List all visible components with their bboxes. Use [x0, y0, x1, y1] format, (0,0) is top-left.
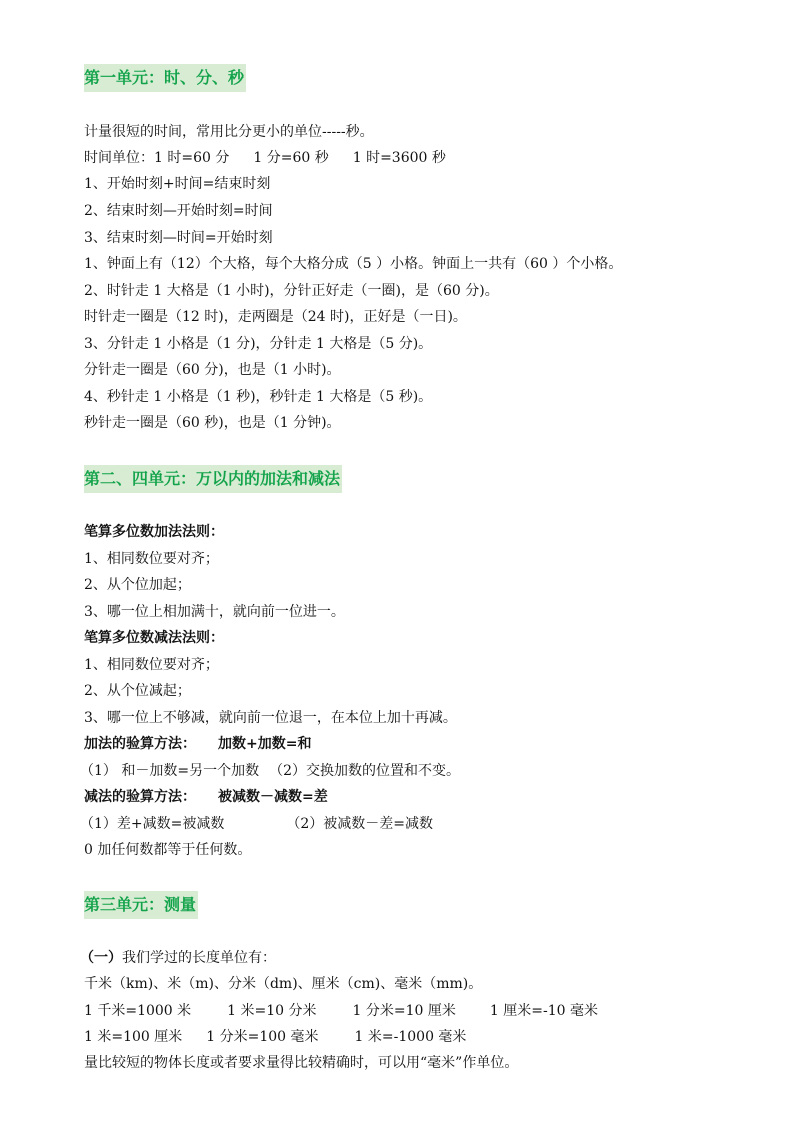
text-line: 计量很短的时间，常用比分更小的单位-----秒。: [84, 124, 374, 140]
sub-check-formula: 被减数－减数=差: [218, 789, 328, 805]
text-line: 3、分针走 1 小格是（1 分)，分针走 1 大格是（5 分)。: [84, 336, 433, 352]
conversion-item: 1 分米=100 毫米: [206, 1029, 319, 1045]
time-unit-item: 1 时=60 分: [154, 150, 230, 166]
conversion-row-1: [84, 1001, 598, 1021]
text-line: 时针走一圈是（12 时)，走两圈是（24 时)，正好是（一日)。: [84, 309, 467, 325]
conversion-item: 1 千米=1000 米: [84, 1003, 192, 1019]
text-line: 2、结束时刻—开始时刻=时间: [84, 203, 273, 219]
sub-check-2: （2）被减数－差=减数: [286, 816, 434, 832]
measure-note: 量比较短的物体长度或者要求量得比较精确时，可以用“毫米”作单位。: [84, 1055, 519, 1071]
zero-rule: 0 加任何数都等于任何数。: [84, 842, 252, 858]
sub-rule: 3、哪一位上不够减，就向前一位退一，在本位上加十再减。: [84, 710, 457, 726]
sub-rules-title: 笔算多位数减法法则：: [84, 630, 224, 646]
time-unit-item: 1 时=3600 秒: [352, 150, 446, 166]
add-rule: 1、相同数位要对齐；: [84, 551, 219, 567]
length-units: 千米（km)、米（m)、分米（dm)、厘米（cm)、毫米（mm)。: [84, 976, 483, 992]
text-line: 1、开始时刻+时间=结束时刻: [84, 176, 271, 192]
section-heading-measure: 第三单元：测量: [84, 891, 198, 919]
add-rule: 3、哪一位上相加满十，就向前一位进一。: [84, 604, 345, 620]
conversion-item: 1 米=-1000 毫米: [354, 1029, 467, 1045]
add-check-1: （1） 和－加数=另一个加数: [80, 763, 260, 779]
text-line: 分针走一圈是（60 分)，也是（1 小时)。: [84, 362, 341, 378]
measure-intro: [80, 948, 276, 968]
add-rules-title: 笔算多位数加法法则：: [84, 524, 224, 540]
time-units-line: [84, 148, 446, 168]
conversion-item: 1 米=100 厘米: [84, 1029, 183, 1045]
sub-rule: 2、从个位减起；: [84, 683, 191, 699]
conversion-row-2: [84, 1027, 466, 1047]
sub-check-label: 减法的验算方法：: [84, 789, 196, 805]
time-units-label: 时间单位：: [84, 150, 154, 166]
sub-check-1: （1）差+减数=被减数: [80, 816, 225, 832]
text-line: 2、时针走 1 大格是（1 小时)，分针正好走（一圈)，是（60 分)。: [84, 283, 499, 299]
measure-intro-bold: （一）: [80, 950, 122, 966]
measure-intro-text: 我们学过的长度单位有：: [122, 950, 276, 966]
text-line: 4、秒针走 1 小格是（1 秒)，秒针走 1 大格是（5 秒)。: [84, 389, 433, 405]
text-line: 秒针走一圈是（60 秒)，也是（1 分钟)。: [84, 415, 341, 431]
conversion-item: 1 米=10 分米: [227, 1003, 317, 1019]
add-rule: 2、从个位加起；: [84, 577, 191, 593]
add-check-detail: [80, 761, 460, 781]
text-line: 3、结束时刻—时间=开始时刻: [84, 230, 273, 246]
add-check-line: [84, 734, 311, 754]
text-line: 1、钟面上有（12）个大格，每个大格分成（5 ）小格。钟面上一共有（60 ）个小格。: [84, 256, 623, 272]
sub-check-line: [84, 787, 328, 807]
conversion-item: 1 厘米=-10 毫米: [489, 1003, 598, 1019]
section-heading-add-sub: 第二、四单元：万以内的加法和减法: [84, 465, 342, 493]
time-unit-item: 1 分=60 秒: [253, 150, 329, 166]
add-check-2: （2）交换加数的位置和不变。: [269, 763, 461, 779]
add-check-label: 加法的验算方法：: [84, 736, 196, 752]
sub-check-detail: [80, 814, 433, 834]
section-heading-time: 第一单元：时、分、秒: [84, 64, 246, 92]
sub-rule: 1、相同数位要对齐；: [84, 657, 219, 673]
conversion-item: 1 分米=10 厘米: [352, 1003, 456, 1019]
add-check-formula: 加数+加数=和: [218, 736, 312, 752]
